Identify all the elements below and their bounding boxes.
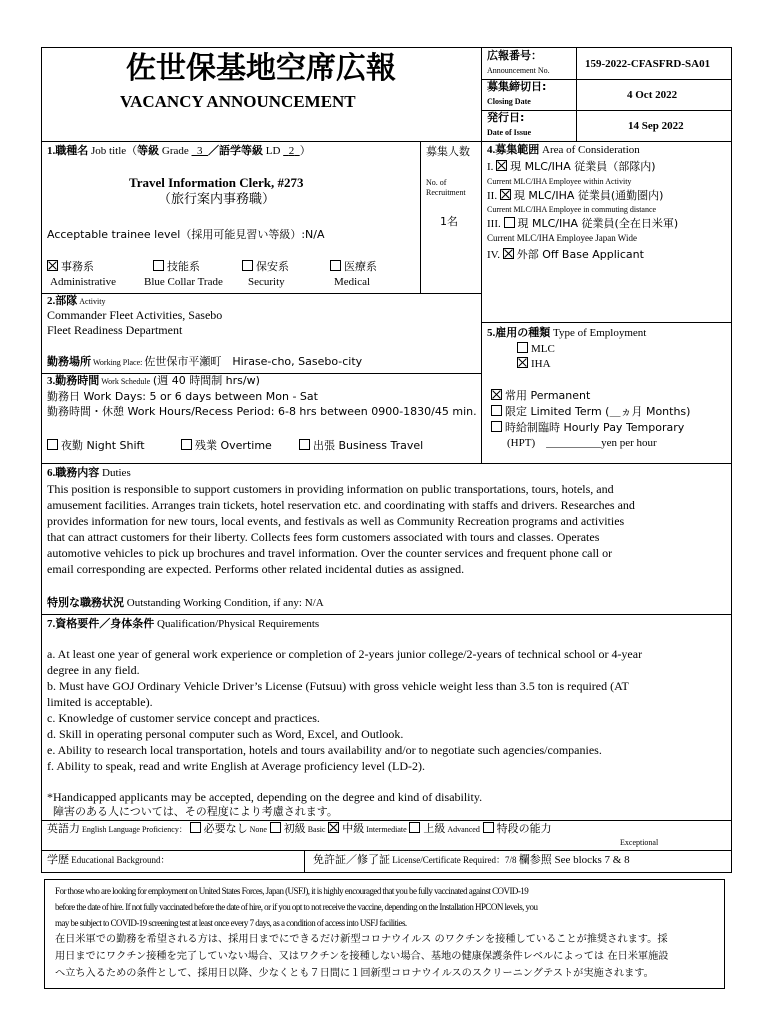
employment-permanent[interactable]: 常用 Permanent bbox=[491, 389, 590, 403]
qualification-line: b. Must have GOJ Ordinary Vehicle Driver’s License (Futsuu) with gross vehicle weight less than 3.5 ton is required (AT bbox=[47, 679, 629, 693]
checkbox[interactable] bbox=[504, 217, 515, 228]
english-option-none[interactable]: 必要なし None bbox=[190, 823, 267, 835]
checkbox[interactable] bbox=[503, 248, 514, 259]
employment-hourly[interactable]: 時給制臨時 Hourly Pay Temporary bbox=[491, 421, 684, 435]
checkbox[interactable] bbox=[242, 260, 253, 271]
closing-date: 4 Oct 2022 bbox=[627, 89, 678, 101]
announcement-no-label-en: Announcement No. bbox=[487, 66, 550, 75]
duties-line: This position is responsible to support customers in providing information on public transportations, tours, hotels, and bbox=[47, 482, 614, 496]
special-condition: 特別な職務状況 Outstanding Working Condition, if any: N/A bbox=[47, 596, 324, 609]
duties-line: that can attract customers for their liberty. Collects fees form customers associated with tours and classes. Operates bbox=[47, 530, 600, 544]
educational-background: 学歴 Educational Background： bbox=[47, 853, 170, 866]
area-item-3[interactable]: III. 現 MLC/IHA 従業員(全在日米軍) bbox=[487, 217, 679, 230]
license-required: 免許証／修了証 License/Certificate Required：7/8 欄参照 See blocks 7 & 8 bbox=[313, 853, 630, 866]
job-title-header: 1.職種名 Job title（等級 Grade 3 ／語学等級 LD 2 ） bbox=[47, 144, 311, 157]
duties-line: amusement facilities. Arranges train tickets, hotel reservation etc. and coordinating with staffs and drivers. Researches and bbox=[47, 498, 635, 512]
activity-header: 2.部隊 Activity bbox=[47, 294, 106, 307]
ld-value: 2 bbox=[288, 145, 295, 157]
qualification-line: degree in any field. bbox=[47, 663, 140, 677]
checkbox[interactable] bbox=[496, 160, 507, 171]
overtime[interactable]: 残業 Overtime bbox=[181, 439, 272, 453]
category-blue-collar-en: Blue Collar Trade bbox=[144, 276, 223, 288]
announcement-no: 159-2022-CFASFRD-SA01 bbox=[585, 58, 711, 70]
checkbox[interactable] bbox=[181, 439, 192, 450]
checkbox[interactable] bbox=[328, 822, 339, 833]
checkbox[interactable] bbox=[517, 357, 528, 368]
recruit-label-jp: 募集人数 bbox=[426, 145, 470, 158]
category-medical[interactable]: 医療系 bbox=[330, 260, 377, 274]
issue-date: 14 Sep 2022 bbox=[628, 120, 684, 132]
checkbox[interactable] bbox=[500, 189, 511, 200]
qualification-line: a. At least one year of general work experience or completion of 2-years junior college/2-years of technical school or 4-year bbox=[47, 647, 643, 661]
title-en: VACANCY ANNOUNCEMENT bbox=[120, 92, 356, 111]
area-item-2[interactable]: II. 現 MLC/IHA 従業員(通勤圏内) bbox=[487, 189, 664, 202]
category-security-en: Security bbox=[248, 276, 285, 288]
work-schedule-header: 3.勤務時間 Work Schedule (週 40 時間制 hrs/w) bbox=[47, 374, 260, 387]
issue-date-label-en: Date of Issue bbox=[487, 128, 531, 137]
checkbox[interactable] bbox=[517, 342, 528, 353]
working-place: 勤務場所 Working Place: 佐世保市平瀬町 Hirase-cho, Sasebo-city bbox=[47, 355, 363, 368]
category-blue-collar[interactable]: 技能系 bbox=[153, 260, 200, 274]
recruit-label-en1: No. of bbox=[426, 178, 447, 187]
category-administrative[interactable]: 事務系 bbox=[47, 260, 94, 274]
qualification-line: limited is acceptable). bbox=[47, 695, 153, 709]
category-administrative-en: Administrative bbox=[50, 276, 116, 288]
business-travel[interactable]: 出張 Business Travel bbox=[299, 439, 423, 453]
qualification-line: e. Ability to research local transportation, hotels and tours availability and/or to negotiate such agencies/companies. bbox=[47, 743, 602, 757]
duties-header: 6.職務内容 Duties bbox=[47, 466, 131, 479]
area-item-1[interactable]: I. 現 MLC/IHA 従業員（部隊内) bbox=[487, 160, 656, 173]
trainee-level: Acceptable trainee level（採用可能見習い等級）:N/A bbox=[47, 228, 325, 241]
employment-mlc[interactable]: MLC bbox=[517, 342, 555, 356]
job-title-jp: （旅行案内事務職） bbox=[158, 192, 276, 207]
employment-iha[interactable]: IHA bbox=[517, 357, 551, 371]
qualification-line: d. Skill in operating personal computer such as Word, Excel, and Outlook. bbox=[47, 727, 404, 741]
checkbox[interactable] bbox=[491, 405, 502, 416]
category-medical-en: Medical bbox=[334, 276, 371, 288]
qualification-header: 7.資格要件／身体条件 Qualification/Physical Requirements bbox=[47, 617, 320, 630]
recruit-count: 1名 bbox=[440, 215, 458, 228]
activity-line-2: Fleet Readiness Department bbox=[47, 323, 183, 337]
checkbox[interactable] bbox=[47, 439, 58, 450]
english-option-advanced[interactable]: 上級 Advanced bbox=[409, 823, 479, 835]
checkbox[interactable] bbox=[270, 822, 281, 833]
issue-date-label: 発行日: bbox=[487, 111, 525, 124]
handicap-note-jp: 障害のある人については、その程度により考慮されます。 bbox=[53, 805, 338, 818]
qualification-line: c. Knowledge of customer service concept and practices. bbox=[47, 711, 320, 725]
employment-hpt: (HPT) __________yen per hour bbox=[507, 437, 657, 449]
closing-date-label-en: Closing Date bbox=[487, 97, 531, 106]
employment-type-header: 5.雇用の種類 Type of Employment bbox=[487, 326, 647, 339]
job-title: Travel Information Clerk, #273 bbox=[129, 175, 304, 190]
english-option-basic[interactable]: 初級 Basic bbox=[270, 823, 326, 835]
checkbox[interactable] bbox=[47, 260, 58, 271]
work-days: 勤務日 Work Days: 5 or 6 days between Mon - Sat bbox=[47, 390, 318, 403]
checkbox[interactable] bbox=[409, 822, 420, 833]
area-item-4[interactable]: IV. 外部 Off Base Applicant bbox=[487, 248, 644, 261]
closing-date-label: 募集締切日: bbox=[487, 80, 547, 93]
night-shift[interactable]: 夜勤 Night Shift bbox=[47, 439, 145, 453]
checkbox[interactable] bbox=[299, 439, 310, 450]
checkbox[interactable] bbox=[153, 260, 164, 271]
work-hours: 勤務時間・休憩 Work Hours/Recess Period: 6-8 hrs between 0900-1830/45 min. bbox=[47, 405, 477, 418]
duties-line: provides information for new tours, local events, and festivals as well as Community Recreation programs and activities bbox=[47, 514, 625, 528]
checkbox[interactable] bbox=[491, 389, 502, 400]
qualification-line: f. Ability to speak, read and write English at Average proficiency level (LD-2). bbox=[47, 759, 425, 773]
english-option-exceptional-en: Exceptional bbox=[620, 838, 659, 847]
announcement-no-label: 広報番号： bbox=[487, 49, 542, 62]
area-item-2-en: Current MLC/IHA Employee in commuting distance bbox=[487, 205, 657, 214]
checkbox[interactable] bbox=[190, 822, 201, 833]
area-item-3-en: Current MLC/IHA Employee Japan Wide bbox=[487, 233, 637, 243]
category-security[interactable]: 保安系 bbox=[242, 260, 289, 274]
english-option-exceptional[interactable]: 特段の能力 bbox=[483, 823, 552, 835]
area-item-1-en: Current MLC/IHA Employee within Activity bbox=[487, 177, 632, 186]
employment-limited[interactable]: 限定 Limited Term (＿ヵ月 Months) bbox=[491, 405, 690, 419]
handicap-note-en: *Handicapped applicants may be accepted, depending on the degree and kind of disability. bbox=[47, 790, 483, 804]
checkbox[interactable] bbox=[483, 822, 494, 833]
recruit-label-en2: Recruitment bbox=[426, 188, 466, 197]
grade-value: 3 bbox=[197, 145, 203, 157]
activity-line-1: Commander Fleet Activities, Sasebo bbox=[47, 308, 223, 322]
english-option-intermediate[interactable]: 中級 Intermediate bbox=[328, 823, 406, 835]
title-jp: 佐世保基地空席広報 bbox=[126, 51, 396, 86]
area-of-consideration-header: 4.募集範囲 Area of Consideration bbox=[487, 143, 640, 156]
checkbox[interactable] bbox=[330, 260, 341, 271]
duties-line: automotive vehicles to pick up brochures and travel information. Over the counter services and frequent phone call or bbox=[47, 546, 613, 560]
duties-line: email corresponding are expected. Performs other related incidental duties as assigned. bbox=[47, 562, 465, 576]
checkbox[interactable] bbox=[491, 421, 502, 432]
english-proficiency: 英語力 English Language Proficiency： 必要なし None 初級 Basic 中級 Intermediate 上級 Advanced 特段の能力 bbox=[47, 822, 552, 835]
